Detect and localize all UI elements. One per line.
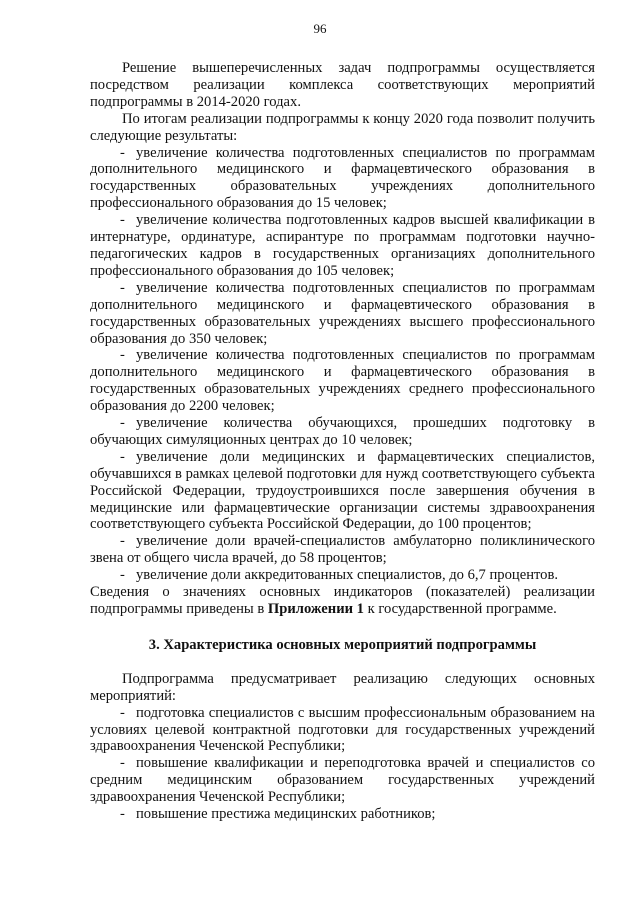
dash-marker: - (120, 448, 125, 465)
dash-marker: - (120, 704, 125, 721)
result-item-text: увеличение количества обучающихся, прошедших подготовку в обучающих симуляционных центрах до 10 человек; (90, 415, 595, 448)
dash-marker: - (120, 144, 125, 161)
activity-item-text: повышение престижа медицинских работников; (136, 806, 436, 823)
section-heading: 3. Характеристика основных мероприятий подпрограммы (148, 636, 537, 653)
activity-item (90, 705, 595, 756)
dash-marker: - (120, 806, 125, 823)
section-intro-paragraph: Подпрограмма предусматривает реализацию следующих основных мероприятий: (90, 670, 595, 704)
result-item (90, 415, 595, 449)
intro-paragraph-1: Решение вышеперечисленных задач подпрограммы осуществляется посредством реализации комплекса соответствующих мероприятий подпрограммы в 2014-2020 годах. (90, 60, 595, 110)
document-body (90, 60, 595, 823)
result-item (90, 347, 595, 415)
result-item-text: увеличение количества подготовленных специалистов по программам дополнительного медицинского и фармацевтического образования в государственных образовательных учреждениях среднего профессионального образования до 2200 человек; (90, 347, 595, 415)
result-item-text: увеличение количества подготовленных специалистов по программам дополнительного медицинского и фармацевтического образования в государственных образовательных учреждениях высшего профессионального образования до 350 человек; (90, 279, 595, 347)
activity-item-text: подготовка специалистов с высшим профессиональным образованием на условиях целевой контрактной подготовки для государственных учреждений здравоохранения Чеченской Республики; (90, 704, 595, 755)
indicators-text-after: к государственной программе. (363, 601, 557, 617)
result-item-text: увеличение количества подготовленных кадров высшей квалификации в интернатуре, ординатуре, аспирантуре по программам подготовки научно-педагогических кадров в государственных организациях дополнительного профессионального образования до 105 человек; (90, 212, 595, 279)
result-item-text: увеличение количества подготовленных специалистов по программам дополнительного медицинского и фармацевтического образования в государственных образовательных учреждениях дополнительного профессионального образования до 15 человек; (90, 144, 595, 212)
activity-item-text: повышение квалификации и переподготовка врачей и специалистов со средним медицинским образованием государственных учреждений здравоохранения Чеченской Республики; (90, 755, 595, 806)
dash-marker: - (120, 415, 125, 432)
result-item-text: увеличение доли медицинских и фармацевтических специалистов, обучавшихся в рамках целевой подготовки для нужд соответствующего субъекта Российской Федерации, трудоустроившихся после завершения обучения в медицинские или фармацевтические организации системы здравоохранения соответствующего субъекта Российской Федерации, до 100 процентов; (90, 448, 595, 533)
indicators-text-before: Сведения о значениях основных индикаторов (показателей) реализации подпрограммы приведены в (90, 584, 595, 617)
result-item (90, 280, 595, 348)
activity-item (90, 806, 595, 823)
result-item (90, 449, 595, 534)
indicators-paragraph (90, 584, 595, 618)
dash-marker: - (120, 755, 125, 772)
dash-marker: - (120, 533, 125, 550)
result-item (90, 533, 595, 567)
result-item (90, 145, 595, 213)
dash-marker: - (120, 347, 125, 364)
result-item (90, 567, 595, 584)
activity-item (90, 755, 595, 806)
intro-paragraph-2: По итогам реализации подпрограммы к концу 2020 года позволит получить следующие результаты: (90, 110, 595, 144)
result-item-text: увеличение доли врачей-специалистов амбулаторно поликлинического звена от общего числа врачей, до 58 процентов; (90, 533, 595, 567)
result-item-text: увеличение доли аккредитованных специалистов, до 6,7 процентов. (136, 567, 559, 584)
dash-marker: - (120, 279, 125, 296)
appendix-reference: Приложении 1 (267, 601, 364, 617)
dash-marker: - (120, 567, 125, 584)
dash-marker: - (120, 212, 125, 229)
result-item (90, 212, 595, 280)
page-number: 96 (313, 21, 327, 36)
